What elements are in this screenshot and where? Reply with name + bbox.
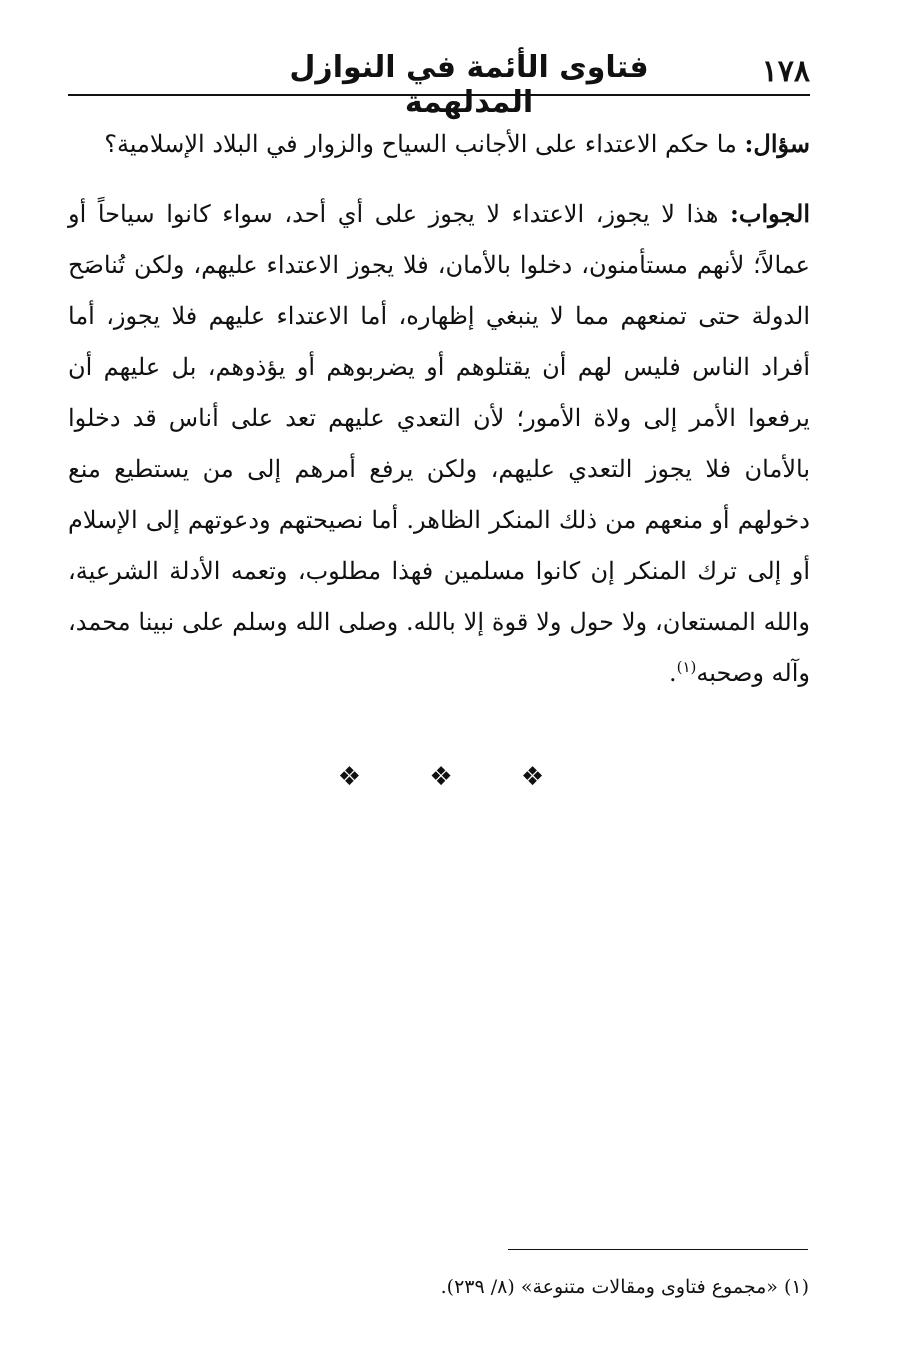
- answer-end: .: [668, 659, 677, 687]
- answer-label: الجواب:: [730, 199, 810, 228]
- footnote: (١) «مجموع فتاوى ومقالات متنوعة» (٨/ ٢٣٩).: [440, 1276, 809, 1298]
- section-ornaments: ❖ ❖ ❖: [337, 762, 575, 792]
- answer-paragraph: [68, 188, 810, 699]
- page-number: ١٧٨: [761, 54, 810, 89]
- page-header: [68, 40, 810, 120]
- question-paragraph: [68, 118, 810, 170]
- answer-text: هذا لا يجوز، الاعتداء لا يجوز على أي أحد، سواء كانوا سياحاً أو عمالاً؛ لأنهم مستأمنون، دخلوا بالأمان، فلا يجوز الاعتداء عليهم، ولكن تُناصَح الدولة حتى تمنعهم مما لا ينبغي إظهاره، أما الاعتداء عليهم فلا يجوز، أما أفراد الناس فليس لهم أن يقتلوهم أو يضربوهم أو يؤذوهم، بل عليهم أن يرفعوا الأمر إلى ولاة الأمور؛ لأن التعدي عليهم تعد على أناس قد دخلوا بالأمان فلا يجوز التعدي عليهم، ولكن يرفع أمرهم إلى من يستطيع منع دخولهم أو منعهم من ذلك المنكر الظاهر. أما نصيحتهم ودعوتهم إلى الإسلام أو إلى ترك المنكر إن كانوا مسلمين فهذا مطلوب، وتعمه الأدلة الشرعية، والله المستعان، ولا حول ولا قوة إلا بالله. وصلى الله وسلم على نبينا محمد، وآله وصحبه: [68, 200, 810, 687]
- footnote-reference[interactable]: (١): [676, 658, 697, 676]
- header-rule: [68, 94, 810, 96]
- main-text: [68, 118, 810, 717]
- question-text: ما حكم الاعتداء على الأجانب السياح والزوار في البلاد الإسلامية؟: [104, 130, 737, 158]
- book-title: فتاوى الأئمة في النوازل المدلهمة: [289, 50, 649, 120]
- question-label: سؤال:: [744, 129, 810, 158]
- footnote-rule: [508, 1249, 808, 1250]
